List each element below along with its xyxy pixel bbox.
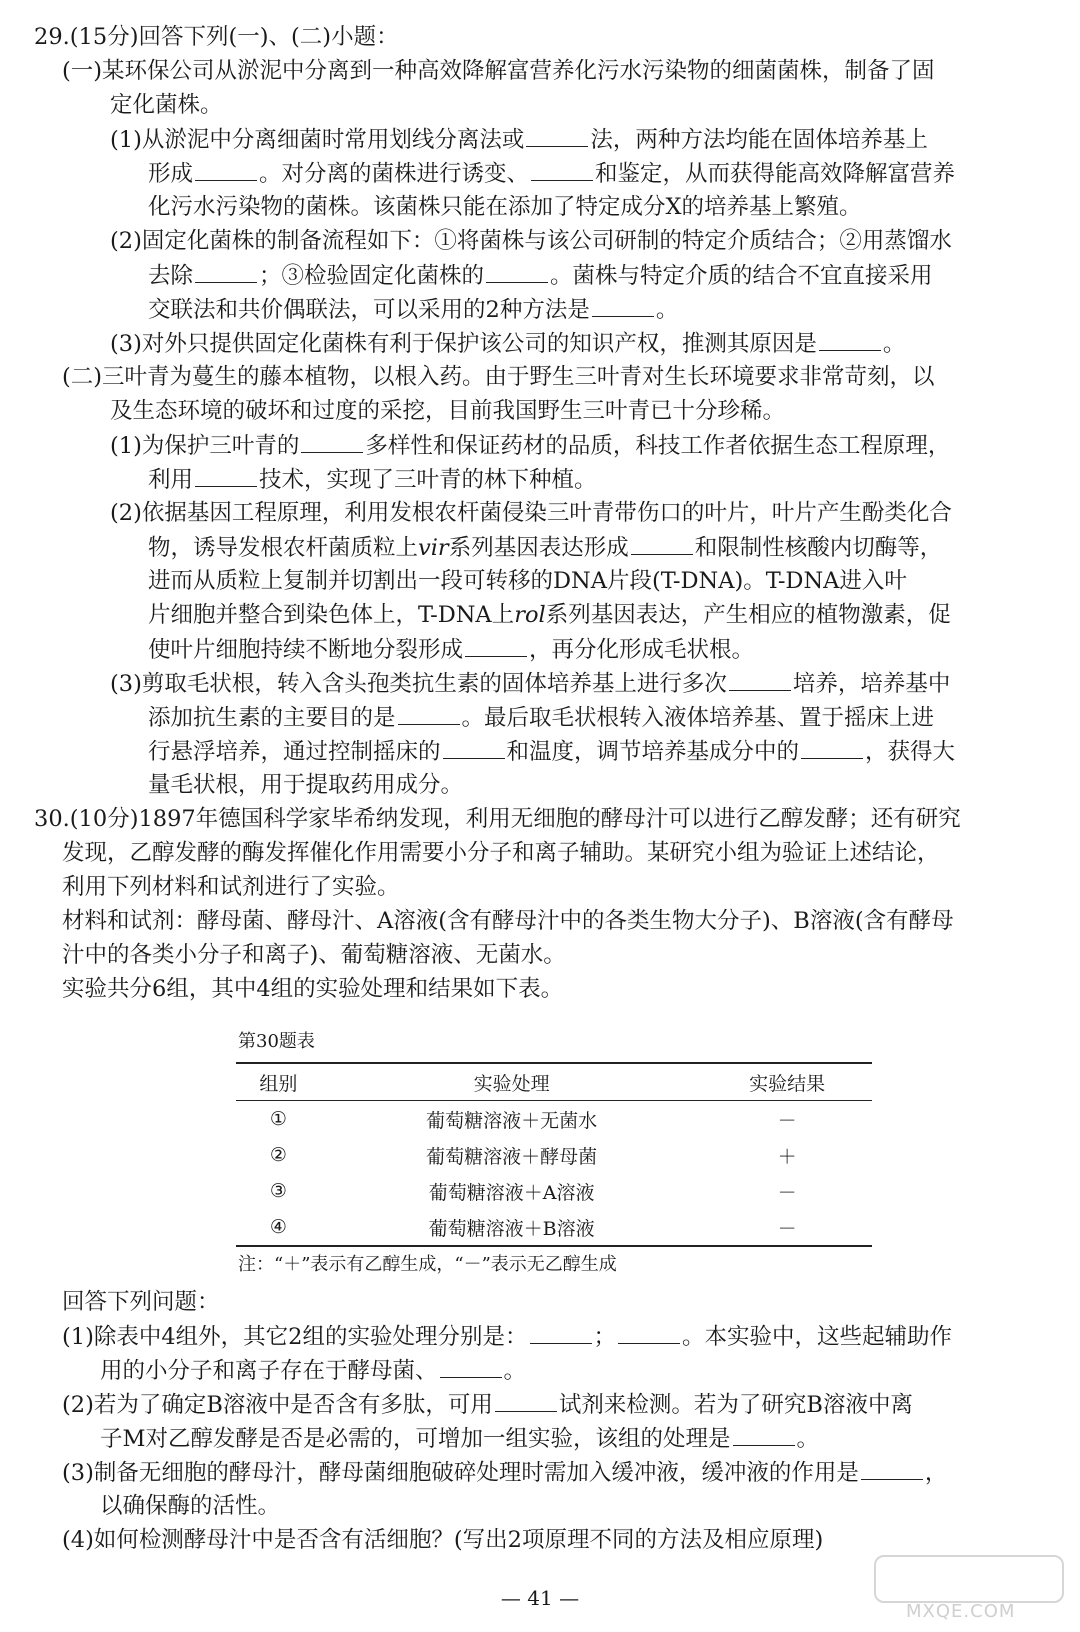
cell-treatment: 葡萄糖溶液＋酵母菌: [426, 1145, 598, 1168]
q30-a3-cont: 以确保酶的活性。: [100, 1493, 281, 1519]
answer-blank[interactable]: [592, 294, 654, 317]
cell-result: －: [777, 1181, 797, 1204]
q29-part2-intro-cont: 及生态环境的破坏和过度的采挖，目前我国野生三叶青已十分珍稀。: [110, 398, 786, 424]
watermark-seal-icon: [874, 1555, 1064, 1603]
cell-result: ＋: [777, 1145, 797, 1168]
answer-blank[interactable]: [729, 668, 791, 691]
answer-blank[interactable]: [531, 158, 593, 181]
watermark: [874, 1555, 1064, 1625]
q30-ask: 回答下列问题：: [62, 1289, 220, 1315]
col-header-group: 组别: [259, 1072, 298, 1095]
q29-p1-s2-cont: 去除 ；③检验固定化菌株的 。菌株与特定介质的结合不宜直接采用: [148, 260, 933, 290]
answer-blank[interactable]: [861, 1457, 923, 1480]
cell-group: ③: [269, 1180, 287, 1202]
q29-p2-s3: (3)剪取毛状根，转入含头孢类抗生素的固体培养基上进行多次 培养，培养基中: [110, 668, 950, 698]
cell-result: －: [777, 1217, 797, 1240]
col-header-result: 实验结果: [749, 1072, 826, 1095]
page-number: — 41 —: [500, 1586, 580, 1610]
table-row: [236, 1173, 872, 1209]
table-row: [236, 1209, 872, 1246]
answer-blank[interactable]: [631, 532, 693, 555]
answer-blank[interactable]: [526, 124, 588, 147]
q30-title: 30.(10分)1897年德国科学家毕希纳发现，利用无细胞的酵母汁可以进行乙醇发酵；还有研究: [34, 806, 961, 832]
answer-blank[interactable]: [301, 430, 363, 453]
q30-materials: 材料和试剂：酵母菌、酵母汁、A溶液(含有酵母汁中的各类生物大分子)、B溶液(含有酵母: [62, 908, 954, 934]
q29-p2-s2-cont4: 使叶片细胞持续不断地分裂形成 ，再分化形成毛状根。: [148, 634, 754, 664]
q29-part1-intro: (一)某环保公司从淤泥中分离到一种高效降解富营养化污水污染物的细菌菌株，制备了固: [62, 58, 935, 84]
q30-setup: 实验共分6组，其中4组的实验处理和结果如下表。: [62, 976, 564, 1002]
col-header-treatment: 实验处理: [473, 1072, 550, 1095]
q29-p1-s1-cont2: 化污水污染物的菌株。该菌株只能在添加了特定成分X的培养基上繁殖。: [148, 194, 862, 220]
answer-blank[interactable]: [530, 1321, 592, 1344]
q30-a2-cont: 子M对乙醇发酵是否是必需的，可增加一组实验，该组的处理是 。: [100, 1423, 819, 1453]
answer-blank[interactable]: [465, 634, 527, 657]
q30-a1: (1)除表中4组外，其它2组的实验处理分别是： ； 。本实验中，这些起辅助作: [62, 1321, 952, 1351]
answer-blank[interactable]: [440, 1355, 502, 1378]
cell-treatment: 葡萄糖溶液＋B溶液: [428, 1217, 595, 1240]
answer-blank[interactable]: [195, 464, 257, 487]
q30-text: 利用下列材料和试剂进行了实验。: [62, 874, 400, 900]
cell-group: ②: [269, 1144, 287, 1166]
q29-p2-s2-cont: 物，诱导发根农杆菌质粒上vir系列基因表达形成 和限制性核酸内切酶等，: [148, 532, 942, 562]
q29-p1-s2: (2)固定化菌株的制备流程如下：①将菌株与该公司研制的特定介质结合；②用蒸馏水: [110, 228, 952, 254]
q29-part2-intro: (二)三叶青为蔓生的藤本植物，以根入药。由于野生三叶青对生长环境要求非常苛刻，以: [62, 364, 935, 390]
answer-blank[interactable]: [618, 1321, 680, 1344]
q30-a3: (3)制备无细胞的酵母汁，酵母菌细胞破碎处理时需加入缓冲液，缓冲液的作用是 ，: [62, 1457, 947, 1487]
answer-blank[interactable]: [801, 736, 863, 759]
q29-p1-s2-cont2: 交联法和共价偶联法，可以采用的2种方法是 。: [148, 294, 678, 324]
q29-p2-s3-cont3: 量毛状根，用于提取药用成分。: [148, 772, 464, 798]
q29-p2-s2: (2)依据基因工程原理，利用发根农杆菌侵染三叶青带伤口的叶片，叶片产生酚类化合: [110, 500, 952, 526]
cell-treatment: 葡萄糖溶液＋无菌水: [426, 1109, 598, 1132]
q29-p1-s3: (3)对外只提供固定化菌株有利于保护该公司的知识产权，推测其原因是 。: [110, 328, 905, 358]
answer-blank[interactable]: [495, 1389, 557, 1412]
q29-p2-s1-cont: 利用 技术，实现了三叶青的林下种植。: [148, 464, 597, 494]
q29-p1-s1-cont: 形成 。对分离的菌株进行诱变、 和鉴定，从而获得能高效降解富营养: [148, 158, 955, 188]
q30-a1-cont: 用的小分子和离子存在于酵母菌、 。: [100, 1355, 526, 1385]
answer-blank[interactable]: [195, 260, 257, 283]
table-row: [236, 1101, 872, 1138]
q30-a2: (2)若为了确定B溶液中是否含有多肽，可用 试剂来检测。若为了研究B溶液中离: [62, 1389, 913, 1419]
q29-p2-s3-cont: 添加抗生素的主要目的是 。最后取毛状根转入液体培养基、置于摇床上进: [148, 702, 934, 732]
answer-blank[interactable]: [733, 1423, 795, 1446]
answer-blank[interactable]: [195, 158, 257, 181]
table-row: [236, 1137, 872, 1173]
q30-text: 发现，乙醇发酵的酶发挥催化作用需要小分子和离子辅助。某研究小组为验证上述结论，: [62, 840, 940, 866]
cell-group: ④: [269, 1216, 287, 1238]
q29-part1-intro-cont: 定化菌株。: [110, 92, 223, 118]
results-table: [236, 1062, 872, 1247]
watermark-site: MXQE.COM: [906, 1601, 1016, 1622]
cell-group: ①: [269, 1108, 287, 1130]
answer-blank[interactable]: [398, 702, 460, 725]
q30-a4: (4)如何检测酵母汁中是否含有活细胞？(写出2项原理不同的方法及相应原理): [62, 1527, 824, 1553]
q29-p2-s3-cont2: 行悬浮培养，通过控制摇床的 和温度，调节培养基成分中的 ，获得大: [148, 736, 955, 766]
q29-p1-s1: (1)从淤泥中分离细菌时常用划线分离法或 法，两种方法均能在固体培养基上: [110, 124, 928, 154]
answer-blank[interactable]: [819, 328, 881, 351]
q29-p2-s1: (1)为保护三叶青的 多样性和保证药材的品质，科技工作者依据生态工程原理，: [110, 430, 950, 460]
answer-blank[interactable]: [443, 736, 505, 759]
q29-title: 29.(15分)回答下列(一)、(二)小题：: [34, 24, 399, 50]
table-caption: 第30题表: [238, 1031, 315, 1052]
answer-blank[interactable]: [486, 260, 548, 283]
q30-materials-cont: 汁中的各类小分子和离子)、葡萄糖溶液、无菌水。: [62, 942, 566, 968]
cell-result: －: [777, 1109, 797, 1132]
cell-treatment: 葡萄糖溶液＋A溶液: [428, 1181, 595, 1204]
q29-p2-s2-cont2: 进而从质粒上复制并切割出一段可转移的DNA片段(T-DNA)。T-DNA进入叶: [148, 568, 907, 594]
q29-p2-s2-cont3: 片细胞并整合到染色体上，T-DNA上rol系列基因表达，产生相应的植物激素，促: [148, 602, 951, 628]
table-note: 注：“＋”表示有乙醇生成，“－”表示无乙醇生成: [238, 1254, 617, 1275]
